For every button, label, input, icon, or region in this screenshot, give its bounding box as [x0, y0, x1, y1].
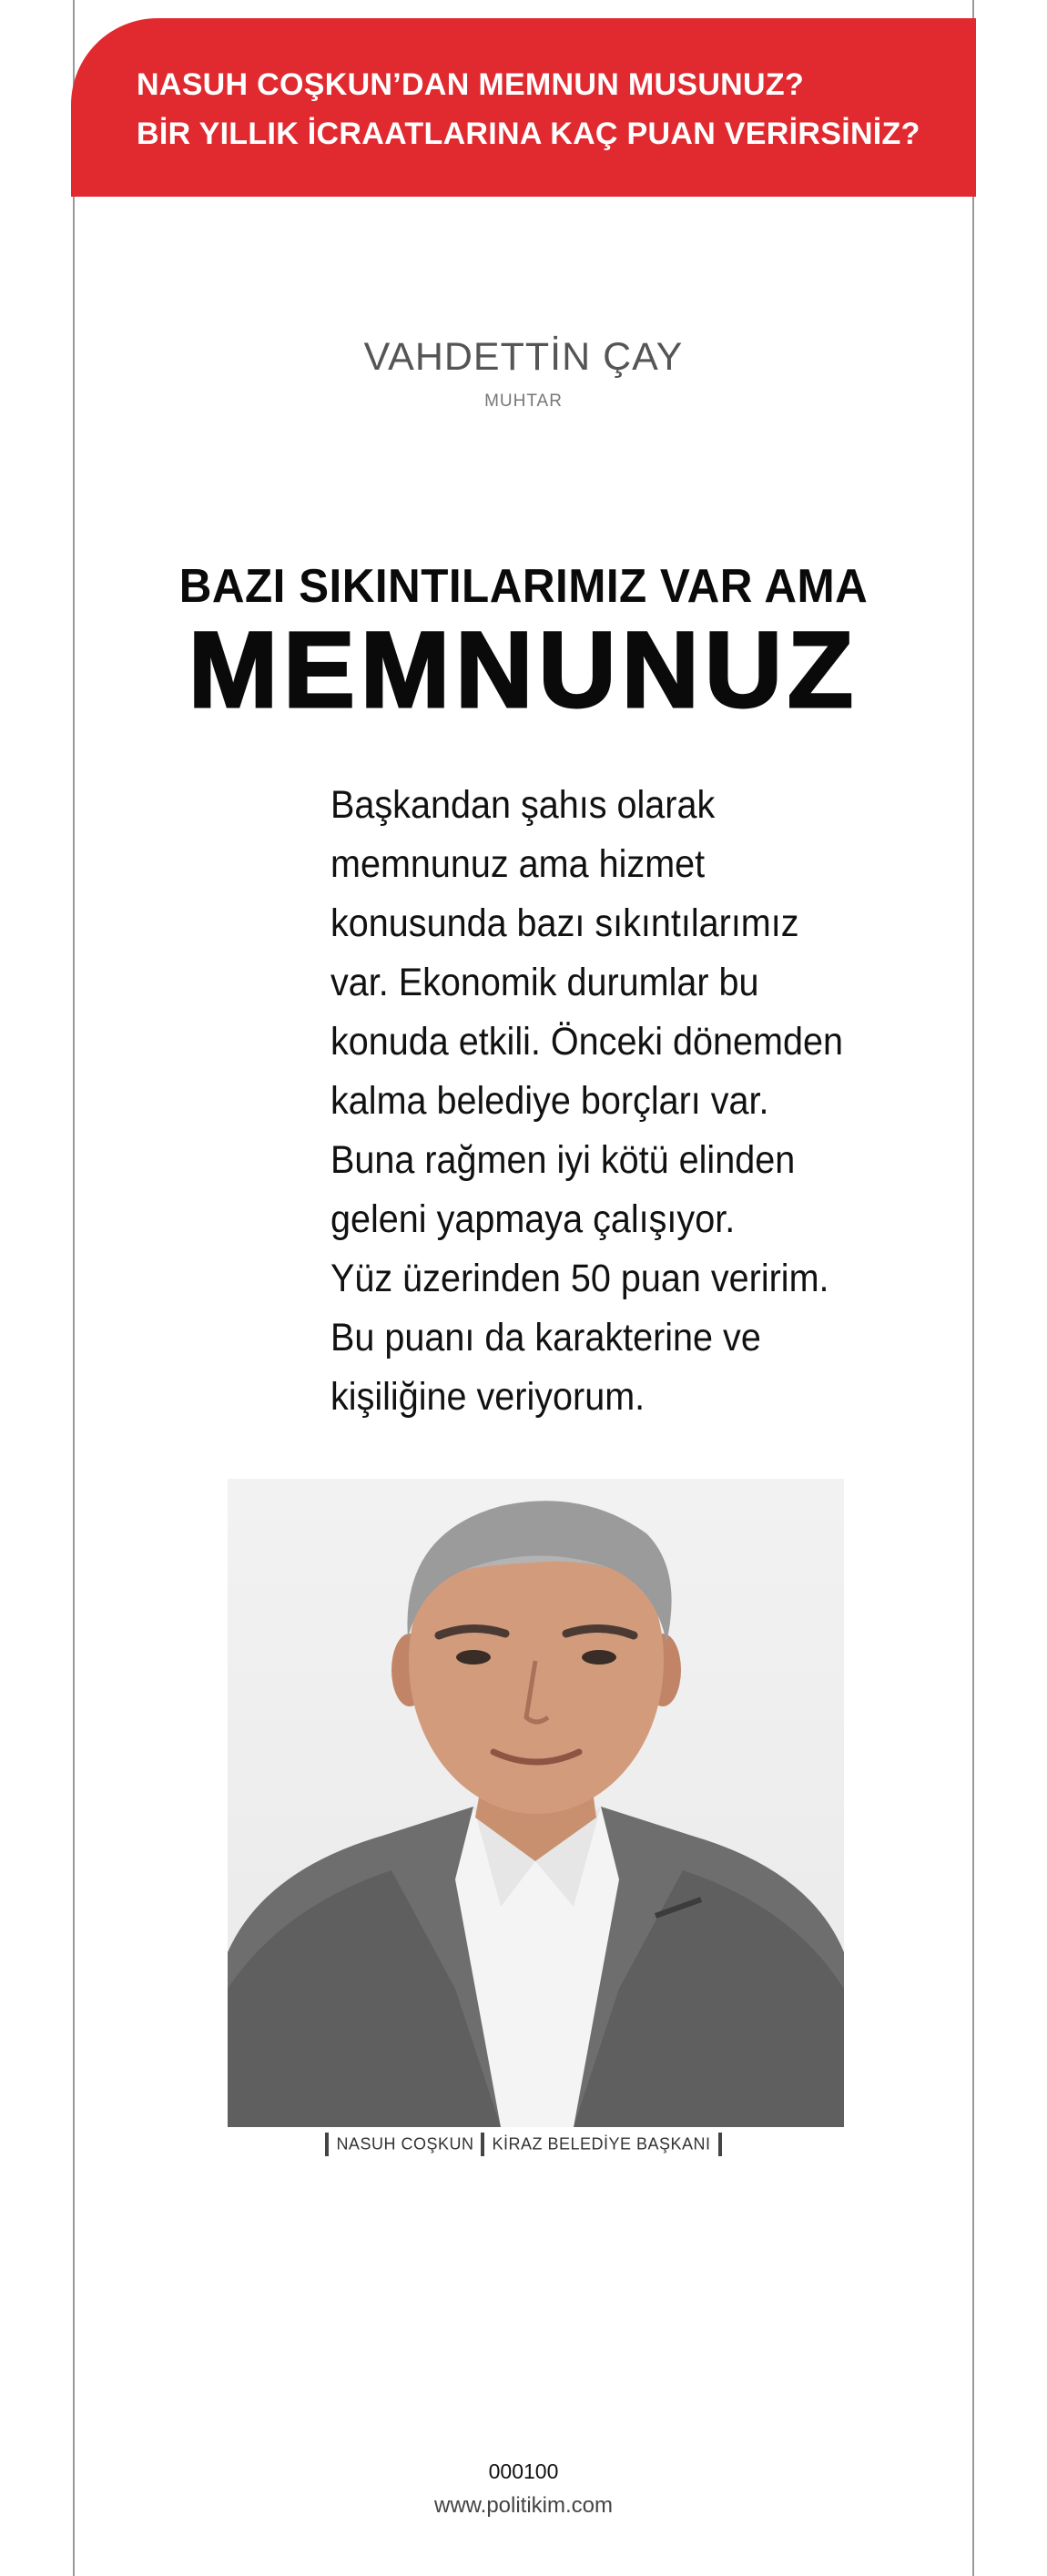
body-line: var. Ekonomik durumlar bu — [330, 961, 759, 1004]
mayor-portrait-photo — [228, 1479, 844, 2127]
body-line: konusunda bazı sıkıntılarımız — [330, 901, 799, 945]
caption-name: NASUH COŞKUN — [336, 2134, 474, 2153]
caption-divider — [718, 2133, 722, 2156]
website-link[interactable]: www.politikim.com — [433, 2493, 614, 2518]
body-line: Yüz üzerinden 50 puan veririm. — [330, 1257, 829, 1300]
photo-caption — [0, 2133, 1047, 2156]
body-line: kalma belediye borçları var. — [330, 1079, 769, 1123]
body-line: memnunuz ama hizmet — [330, 842, 706, 886]
article-body — [330, 776, 849, 1427]
banner-question-line-2: BİR YILLIK İCRAATLARINA KAÇ PUAN VERİRSİNİZ? — [137, 117, 920, 151]
body-line: Başkandan şahıs olarak — [330, 783, 716, 827]
headline: MEMNUNUZ — [188, 610, 859, 730]
page-code: 000100 — [488, 2459, 559, 2483]
body-line: kişiliğine veriyorum. — [330, 1375, 645, 1419]
interviewee-role: MUHTAR — [484, 392, 563, 411]
body-line: Buna rağmen iyi kötü elinden — [330, 1138, 796, 1182]
interviewee-name: VAHDETTİN ÇAY — [363, 335, 684, 379]
headline-kicker: BAZI SIKINTILARIMIZ VAR AMA — [178, 560, 869, 613]
banner-question-line-1: NASUH COŞKUN’DAN MEMNUN MUSUNUZ? — [137, 67, 805, 102]
caption-title: KİRAZ BELEDİYE BAŞKANI — [492, 2134, 711, 2153]
caption-divider — [325, 2133, 329, 2156]
question-banner — [71, 18, 976, 197]
body-line: konuda etkili. Önceki dönemden — [330, 1020, 843, 1064]
body-line: geleni yapmaya çalışıyor. — [330, 1197, 736, 1241]
body-line: Bu puanı da karakterine ve — [330, 1316, 761, 1359]
caption-divider — [481, 2133, 484, 2156]
